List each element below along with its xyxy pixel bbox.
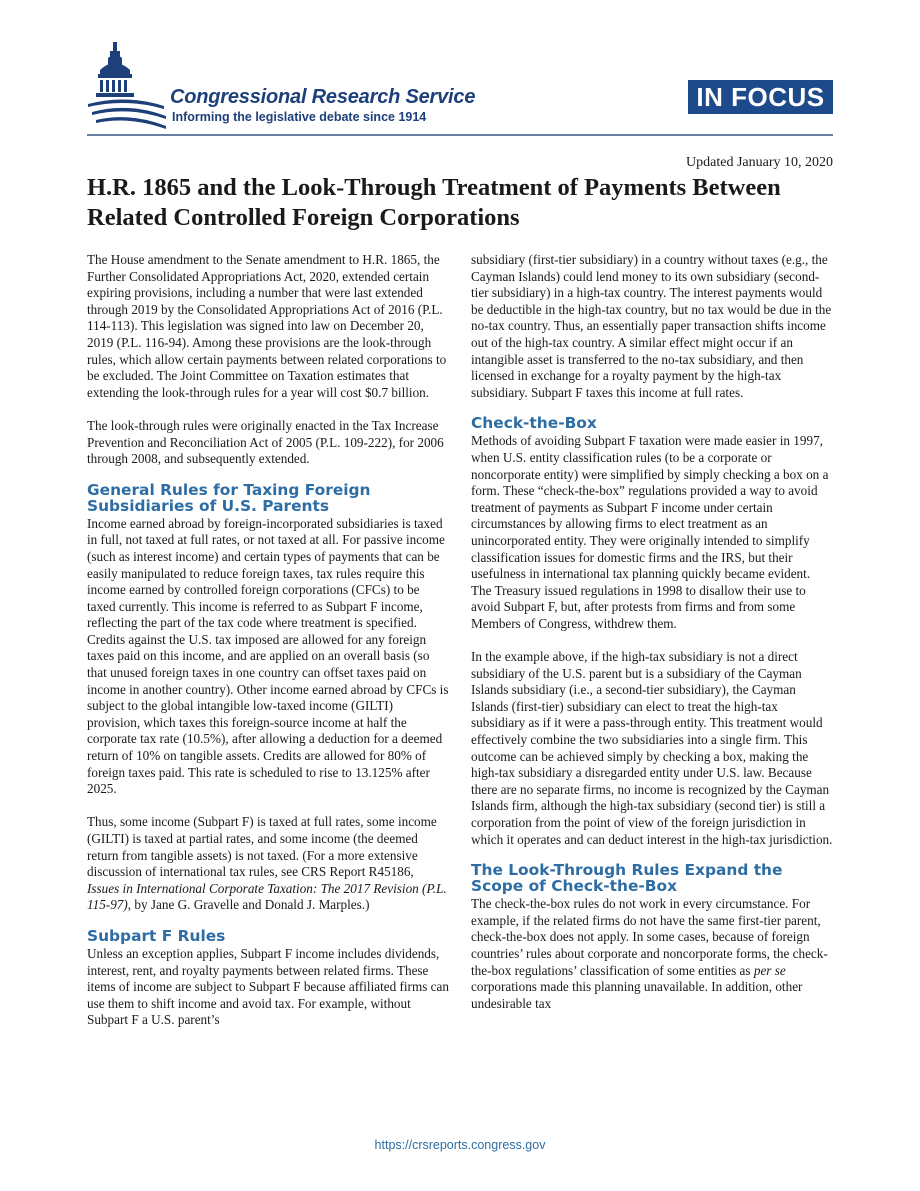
capitol-dome-icon: [86, 40, 166, 130]
intro-paragraph: The House amendment to the Senate amendment to H.R. 1865, the Further Consolidated Appropriations Act, 2020, extended certain expiring provisions, including a number that were last extended through 2019 by the Consolidated Appropriations Act of 2016 (P.L. 114-113). This legislation was signed into law on December 20, 2019 (P.L. 116-94). Among these provisions are the look-through rules, which allow certain payments between related corporations to be excluded. The Joint Committee on Taxation estimates that extending the look-through rules for a year will cost $0.7 billion.: [87, 252, 447, 400]
per-se-term: per se: [753, 962, 786, 978]
org-name: Congressional Research Service: [170, 86, 476, 108]
subsidiary-paragraph: subsidiary (first-tier subsidiary) in a country without taxes (e.g., the Cayman Islands) could lend money to its own subsidiary (second-tier subsidiary) in a high-tax country. The interest payments would be deductible in the high-tax country, but no tax would be due in the no-tax country. Thus, an essentially paper transaction shifts income out of the high-tax country. A similar effect might occur if an intangible asset is transferred to the no-tax subsidiary, and then licensed in exchange for a royalty payment by the high-tax subsidiary. Subpart F taxes this income at full rates.: [471, 252, 832, 400]
check-the-box-paragraph: Methods of avoiding Subpart F taxation were made easier in 1997, when U.S. entity classification rules (to be a corporate or noncorporate entity) were simplified by simply checking a box on a form. These “check-the-box” regulations provided a way to avoid treatment of payments as Subpart F income under certain circumstances by allowing firms to elect treatment as an unincorporated entity. They were originally intended to simplify classification issues for domestic firms and the IRS, but their usefulness in international tax planning quickly became evident. The Treasury issued regulations in 1998 to disallow their use to avoid Subpart F, but, after protests from firms and from some Members of Congress, withdrew them.: [471, 433, 829, 631]
section-heading-check-the-box: Check-the-Box: [471, 414, 597, 433]
subpart-f-paragraph: Unless an exception applies, Subpart F income includes dividends, interest, rent, and royalty payments between related firms. These items of income are subject to Subpart F because affiliated firms can use them to shift income and avoid tax. For example, without Subpart F a U.S. parent’s: [87, 945, 449, 1028]
updated-date: Updated January 10, 2020: [686, 155, 833, 170]
example-paragraph: In the example above, if the high-tax subsidiary is not a direct subsidiary of the U.S. parent but is a subsidiary of the Cayman Islands subsidiary (i.e., a second-tier subsidiary), the Cayman Islands (first-tier) subsidiary can elect to treat the high-tax subsidiary as if it were a pass-through entity. This treatment would effectively combine the two subsidiaries into a single firm. This outcome can be achieved simply by checking a box, making the high-tax subsidiary a disregarded entity under U.S. law. Because there are no separate firms, no income is recognized by the Cayman Islands firm, although the high-tax subsidiary (second tier) is still a corporation from the point of view of the foreign jurisdiction in which it operates and can deduct interest in the high-tax jurisdiction.: [471, 649, 833, 847]
footer-url-link[interactable]: https://crsreports.congress.gov: [374, 1138, 546, 1152]
page-title: H.R. 1865 and the Look-Through Treatment of Payments Between Related Controlled Foreign Corporations: [87, 174, 781, 231]
report-title: Issues in International Corporate Taxation: The 2017 Revision (P.L. 115-97): [87, 880, 447, 913]
left-column: [87, 252, 449, 1029]
in-focus-badge: IN FOCUS: [688, 80, 833, 114]
look-through-paragraph: The check-the-box rules do not work in every circumstance. For example, if the related firms do not have the same first-tier parent, check-the-box does not apply. In some cases, because of foreign countries’ rules about corporate and noncorporate forms, the check-the-box regulations’ classification of some entities as per se corporations made this planning unavailable. In addition, other undesirable tax: [471, 896, 828, 1011]
section-heading-subpart-f: Subpart F Rules: [87, 926, 226, 945]
section-heading-look-through: The Look-Through Rules Expand the Scope of Check-the-Box: [471, 861, 783, 896]
header: [0, 0, 920, 140]
section-heading-general-rules: General Rules for Taxing Foreign Subsidiaries of U.S. Parents: [87, 480, 371, 515]
org-tagline: Informing the legislative debate since 1914: [172, 110, 427, 124]
history-paragraph: The look-through rules were originally enacted in the Tax Increase Prevention and Reconciliation Act of 2005 (P.L. 109-222), for 2006 through 2008, and subsequently extended.: [87, 417, 444, 467]
header-divider: [87, 134, 833, 136]
general-rules-paragraph: Income earned abroad by foreign-incorporated subsidiaries is taxed in full, not taxed at full rates, or not taxed at all. For passive income (such as interest income) and certain types of payments that can be easily manipulated to reduce foreign taxes, tax rules require this income earned by controlled foreign corporations (CFCs) to be taxed currently. This income is referred to as Subpart F income, reflecting the part of the tax code where treatment is specified. Credits against the U.S. tax imposed are allowed for any foreign taxes paid on this income, and are applied on an overall basis (so that unused foreign taxes in one country can offset taxes paid on income in another country). Other income earned abroad by CFCs is subject to the global intangible low-taxed income (GILTI) provision, which taxes this foreign-source income at half the corporate tax rate (10.5%), after allowing a deduction for a deemed return of 10% on tangible assets. Credits are allowed for 80% of foreign taxes paid. This rate is scheduled to rise to 13.125% after 2025.: [87, 515, 449, 797]
summary-paragraph: Thus, some income (Subpart F) is taxed at full rates, some income (GILTI) is taxed at partial rates, and some income (the deemed return from tangible assets) is not taxed. (For a more extensive discussion of international tax rules, see CRS Report R45186, Issues in International Corporate Taxation: The 2017 Revision (P.L. 115-97), by Jane G. Gravelle and Donald J. Marples.): [87, 814, 447, 913]
right-column: [471, 252, 833, 1012]
